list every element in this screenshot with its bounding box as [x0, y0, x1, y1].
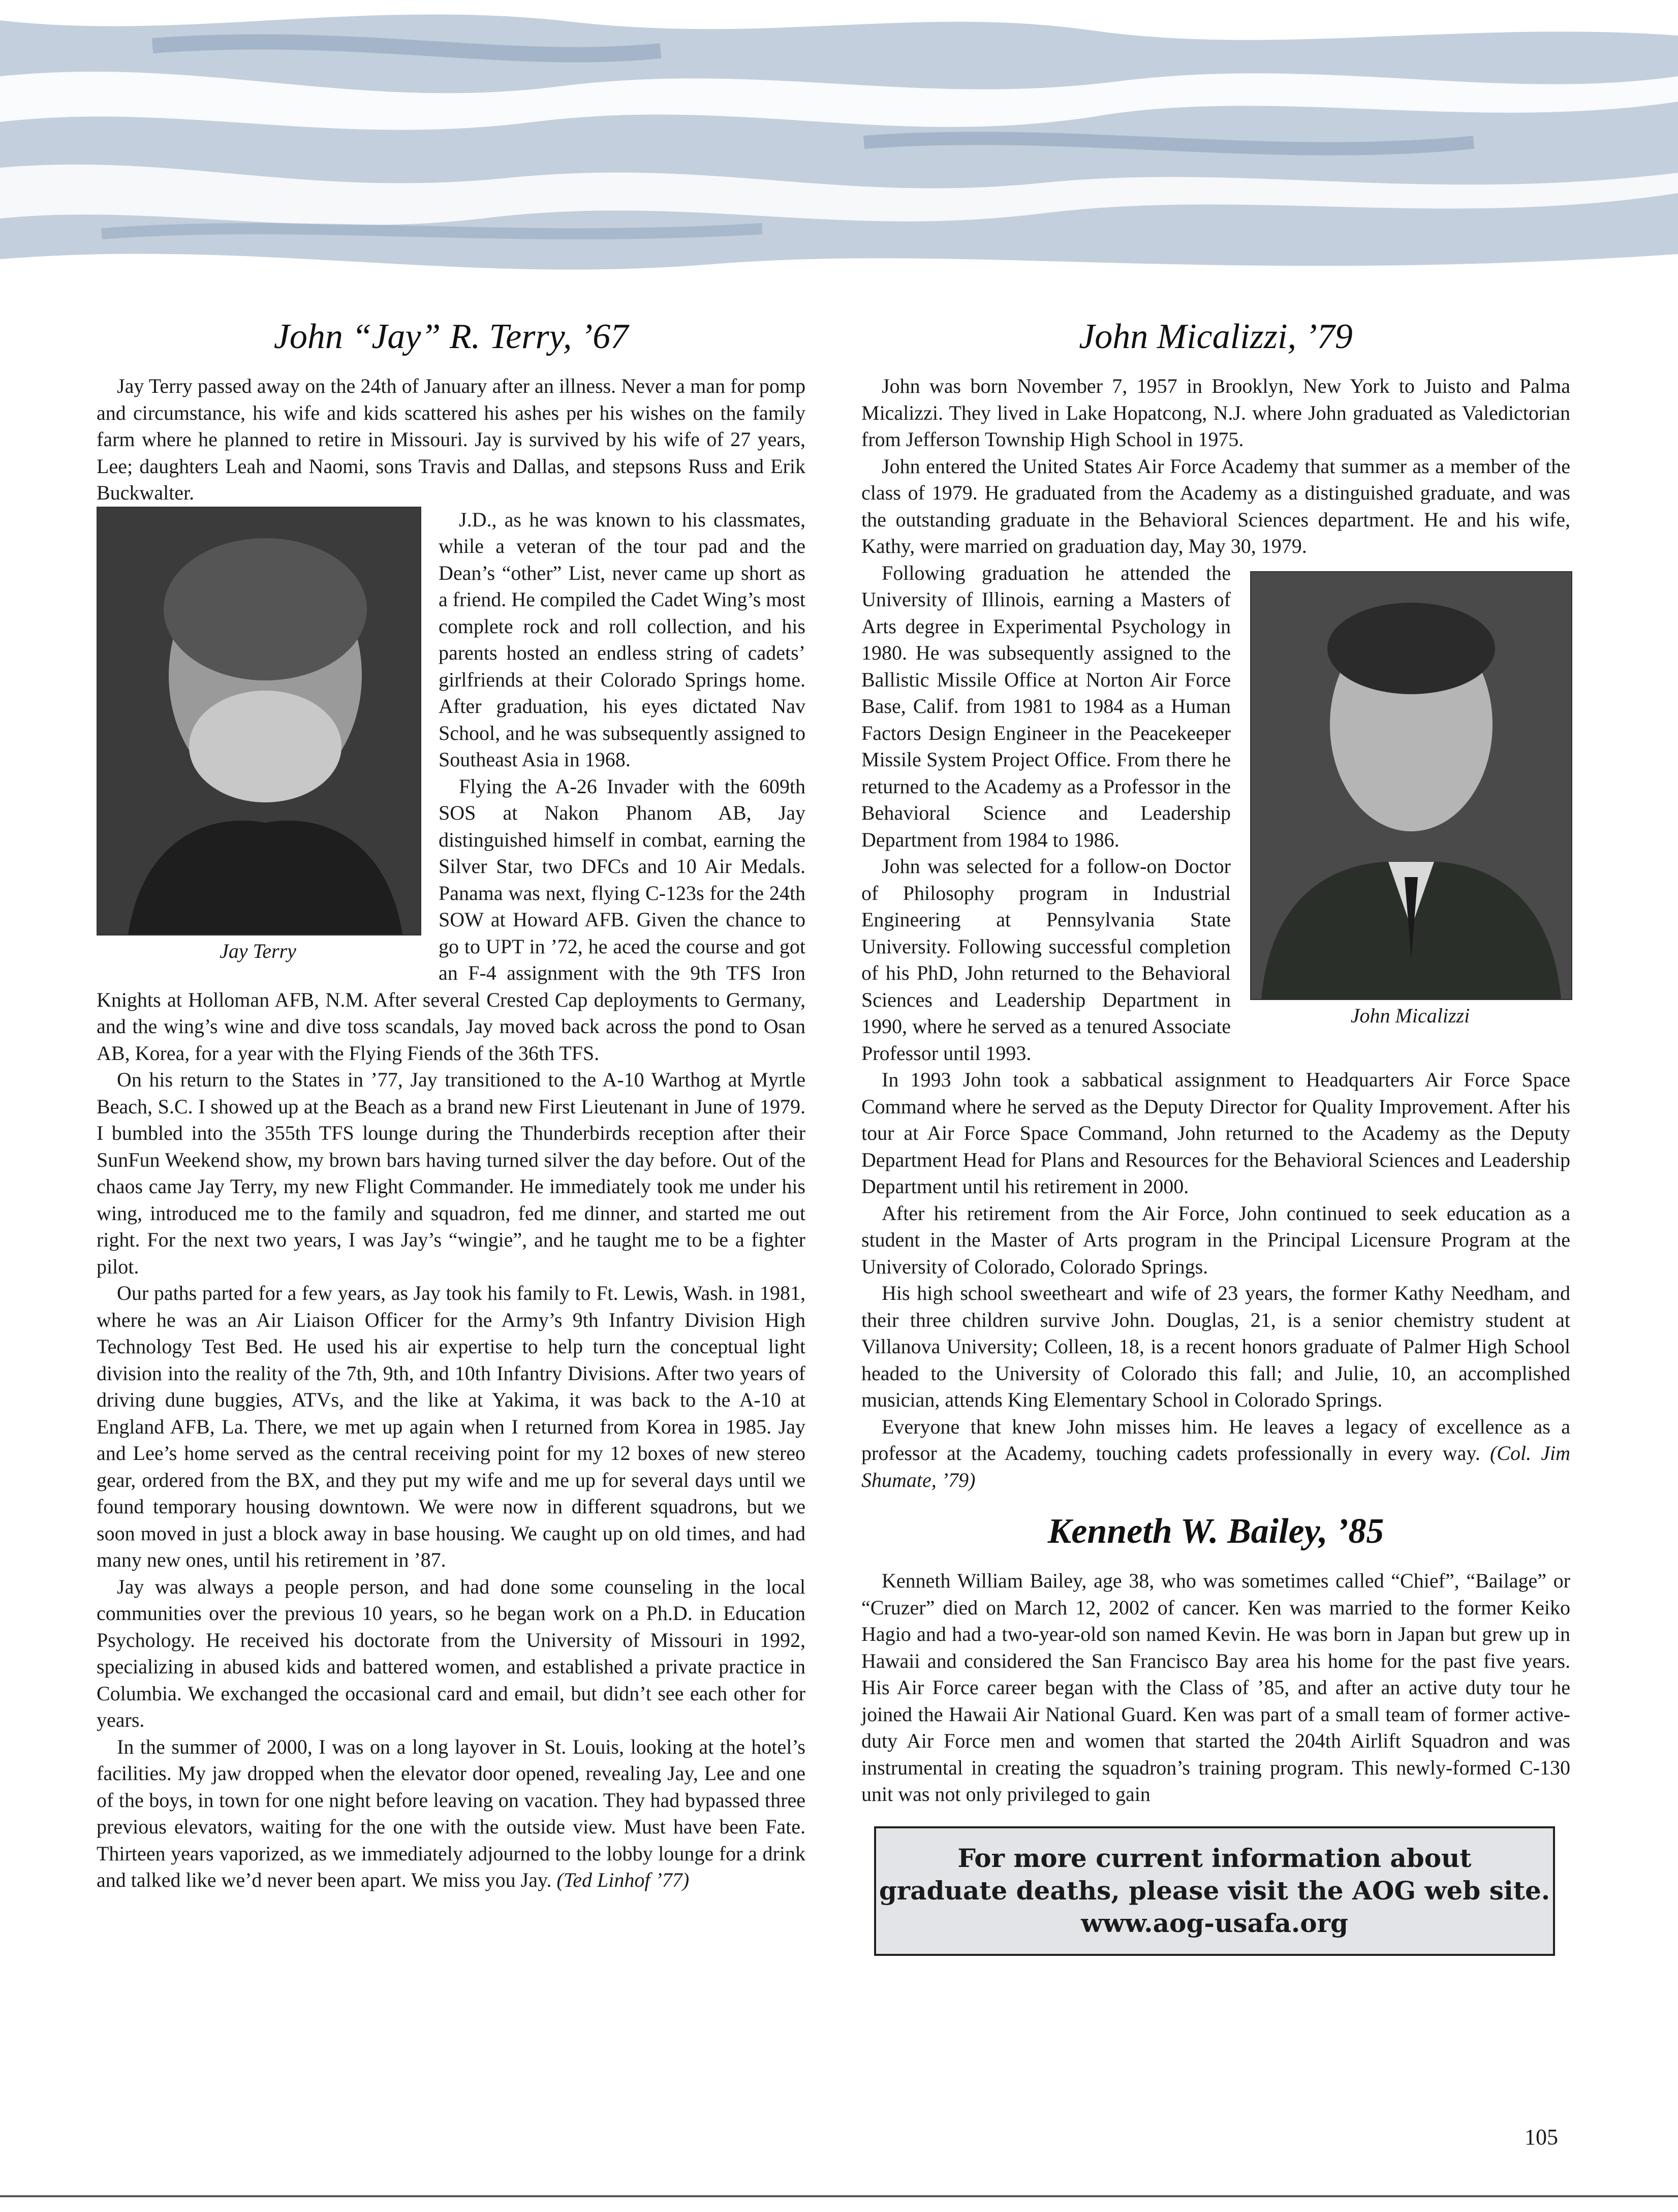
obituary-title: John Micalizzi, ’79 — [1079, 317, 1353, 356]
paragraph: In 1993 John took a sabbatical assignment to Headquarters Air Force Space Command where he served as the Deputy Director for Quality Improvement. After his tour at Air Force Space Command, John returned to the Academy as the Deputy Department Head for Plans and Resources for the Behavioral Sciences and Leadership Department until his retirement in 2000. — [861, 1068, 1570, 1198]
obituary-micalizzi-bailey — [861, 315, 1570, 1956]
info-line: For more current information about — [957, 1843, 1472, 1873]
obituary-body — [97, 373, 805, 1894]
obituary-title: John “Jay” R. Terry, ’67 — [273, 317, 629, 356]
paragraph: Following graduation he attended the University of Illinois, earning a Masters of Arts degree in Experimental Psychology in 1980. He was subsequently assigned to the Ballistic Missile Office at Norton Air Force Base, Calif. from 1981 to 1984 as a Human Factors Design Engineer in the Peacekeeper Missile System Project Office. From there he returned to the Academy as a Professor in the Behavioral Science and Leadership Department from 1984 to 1986. — [861, 561, 1231, 851]
paragraph: Jay was always a people person, and had done some counseling in the local communities over the previous 10 years, so he began work on a Ph.D. in Education Psychology. He received his doctorate from the University of Missouri in 1992, specializing in abused kids and battered women, and established a private practice in Columbia. We exchanged the occasional card and email, but didn’t see each other for years. — [97, 1575, 805, 1731]
portrait-photo — [1250, 571, 1572, 1000]
paragraph: Flying the A-26 Invader with the 609th SOS at Nakon Phanom AB, Jay distinguished himself in combat, earning the Silver Star, two DFCs and 10 Air Medals. Panama was next, flying C-123s for the 24th SOW at Howard AFB. Given the chance to go to UPT in ’72, he aced the course and got an F-4 assignment with the 9th TFS Iron Knights at Holloman AFB, N.M. After several Crested Cap deployments to Germany, and the wing’s wine and dive toss scandals, Jay moved back across the pond to Osan AB, Korea, for a year with the Flying Fiends of the 36th TFS. — [97, 774, 805, 1065]
attribution: (Col. Jim Shumate, ’79) — [861, 1442, 1570, 1491]
paragraph: J.D., as he was known to his classmates, while a veteran of the tour pad and the Dean’s “other” List, never came up short as a friend. He compiled the Cadet Wing’s most complete rock and roll collection, and his parents hosted an endless string of cadets’ girlfriends at their Colorado Springs home. After graduation, his eyes dictated Nav School, and he was subsequently assigned to Southeast Asia in 1968. — [439, 508, 805, 771]
portrait-figure — [1250, 571, 1570, 1029]
paragraph: John was selected for a follow-on Doctor of Philosophy program in Industrial Engineering at Pennsylvania State University. Following successful completion of his PhD, John returned to the Behavioral Sciences and Leadership Department in 1990, where he served as a tenured Associate Professor until 1993. — [861, 855, 1231, 1065]
obituary-body-bailey — [861, 1568, 1570, 1808]
decorative-banner — [0, 0, 1678, 305]
paragraph: On his return to the States in ’77, Jay transitioned to the A-10 Warthog at Myrtle Beach, S.C. I showed up at the Beach as a brand new First Lieutenant in June of 1979. I bumbled into the 355th TFS lounge during the Thunderbirds reception after their SunFun Weekend show, my brown bars having turned silver the day before. Out of the chaos came Jay Terry, my new Flight Commander. He immediately took me under his wing, introduced me to the family and squadron, fed me dinner, and started me out right. For the next two years, I was Jay’s “wingie”, and he taught me to be a fighter pilot. — [97, 1068, 805, 1278]
paragraph: Jay Terry passed away on the 24th of January after an illness. Never a man for pomp and circumstance, his wife and kids scattered his ashes per his wishes on the family farm where he planned to retire in Missouri. Jay is survived by his wife of 27 years, Lee; daughters Leah and Naomi, sons Travis and Dallas, and stepsons Russ and Erik Buckwalter. — [97, 375, 805, 504]
portrait-figure — [97, 507, 419, 964]
obituary-body — [861, 373, 1570, 1493]
paragraph-text: In the summer of 2000, I was on a long layover in St. Louis, looking at the hotel’s facilities. My jaw dropped when the elevator door opened, revealing Jay, Lee and one of the boys, in town for one night before leaving on vacation. They had bypassed three previous elevators, waiting for the one with the outside view. Must have been Fate. Thirteen years vaporized, as we immediately adjourned to the lobby lounge for a drink and talked like we’d never been apart. We miss you Jay. — [97, 1735, 805, 1891]
paragraph: His high school sweetheart and wife of 23 years, the former Kathy Needham, and their three children survive John. Douglas, 21, is a senior chemistry student at Villanova University; Colleen, 18, is a recent honors graduate of Palmer High School headed to the University of Colorado this fall; and Julie, 10, an accomplished musician, attends King Elementary School in Colorado Springs. — [861, 1282, 1570, 1411]
photo-caption: Jay Terry — [220, 939, 296, 962]
paragraph: John entered the United States Air Force Academy that summer as a member of the class of 1979. He graduated from the Academy as a distinguished graduate, and was the outstanding graduate in the Behavioral Sciences department. He and his wife, Kathy, were married on graduation day, May 30, 1979. — [861, 454, 1570, 557]
paragraph-final — [861, 1414, 1570, 1494]
portrait-photo — [97, 507, 421, 936]
aog-info-box — [874, 1826, 1555, 1956]
info-line: graduate deaths, please visit the AOG web site. — [879, 1876, 1550, 1906]
attribution: (Ted Linhof ’77) — [556, 1868, 690, 1891]
paragraph: After his retirement from the Air Force, John continued to seek education as a student in the Master of Arts program in the Principal Licensure Program at the University of Colorado, Colorado Springs. — [861, 1201, 1570, 1278]
footer-rule — [0, 2195, 1678, 2197]
paragraph-final — [97, 1734, 805, 1894]
obituary-terry — [97, 315, 805, 1894]
paragraph: John was born November 7, 1957 in Brooklyn, New York to Juisto and Palma Micalizzi. They lived in Lake Hopatcong, N.J. where John graduated as Valedictorian from Jefferson Township High School in 1975. — [861, 375, 1570, 451]
paragraph-text: Everyone that knew John misses him. He leaves a legacy of excellence as a professor at the Academy, touching cadets professionally in every way. — [861, 1415, 1570, 1465]
photo-caption: John Micalizzi — [1350, 1004, 1470, 1027]
page-number: 105 — [1525, 2125, 1558, 2149]
obituary-title-bailey: Kenneth W. Bailey, ’85 — [1047, 1512, 1384, 1551]
website-url: www.aog-usafa.org — [1081, 1908, 1348, 1938]
paragraph: Our paths parted for a few years, as Jay took his family to Ft. Lewis, Wash. in 1981, where he was an Air Liaison Officer for the Army’s 9th Infantry Division High Technology Test Bed. He used his air expertise to help turn the conceptual light division into the reality of the 7th, 9th, and 10th Infantry Divisions. After two years of driving dune buggies, ATVs, and the like at Yakima, it was back to the A-10 at England AFB, La. There, we met up again when I returned from Korea in 1985. Jay and Lee’s home served as the central receiving point for my 12 boxes of new stereo gear, ordered from the BX, and they put my wife and me up for several days until we found temporary housing downtown. We were now in different squadrons, but we soon moved in just a block away in base housing. We caught up on old times, and had many new ones, until his retirement in ’87. — [97, 1282, 805, 1571]
paragraph: Kenneth William Bailey, age 38, who was sometimes called “Chief”, “Bailage” or “Cruzer” died on March 12, 2002 of cancer. Ken was married to the former Keiko Hagio and had a two-year-old son named Kevin. He was born in Japan but grew up in Hawaii and considered the San Francisco Bay area his home for the past five years. His Air Force career began with the Class of ’85, and after an active duty tour he joined the Hawaii Air National Guard. Ken was part of a small team of former active-duty Air Force men and women that started the 204th Airlift Squadron and was instrumental in creating the squadron’s training program. This newly-formed C-130 unit was not only privileged to gain — [861, 1569, 1570, 1805]
